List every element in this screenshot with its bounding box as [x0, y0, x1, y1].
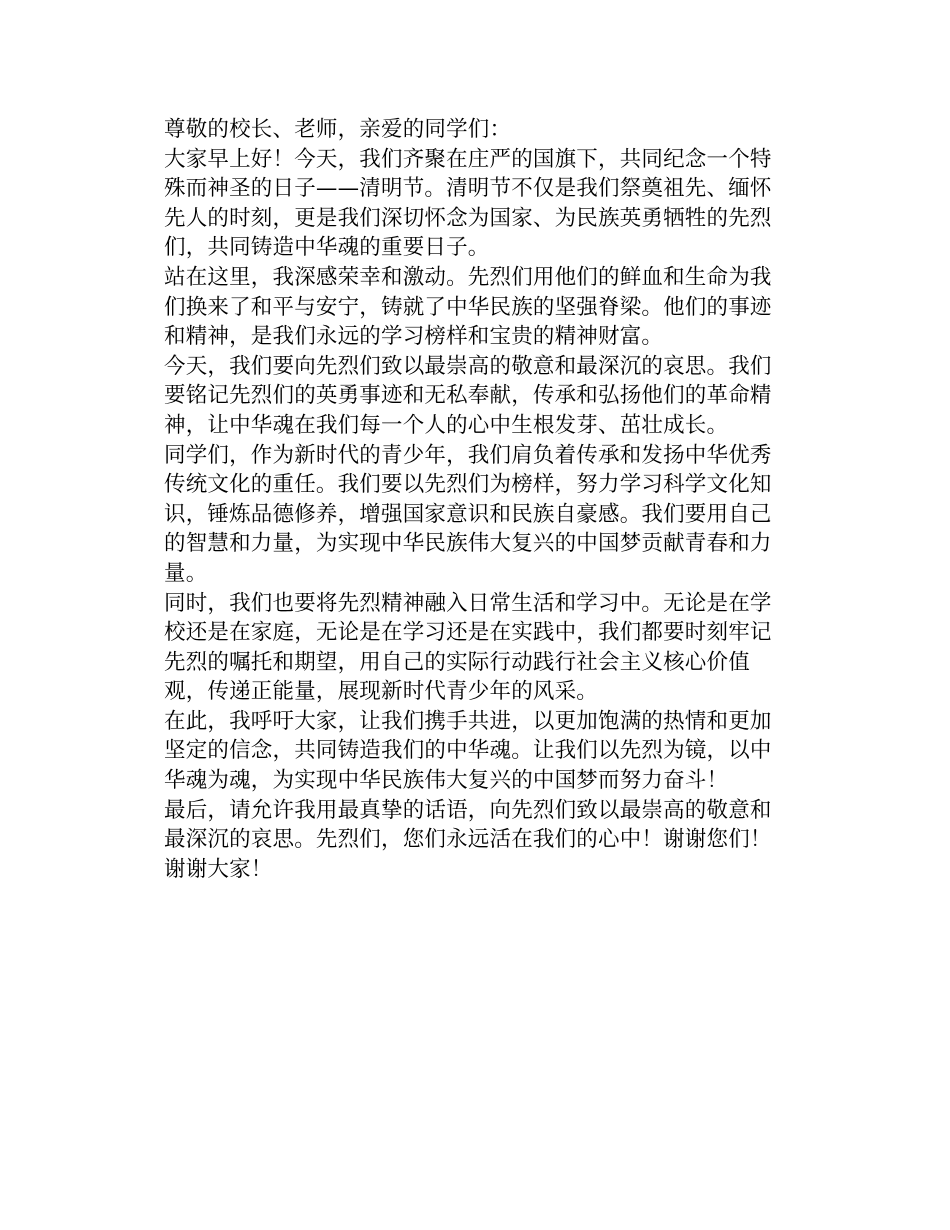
paragraph-daily-life: 同时，我们也要将先烈精神融入日常生活和学习中。无论是在学校还是在家庭，无论是在学习还是在实践中，我们都要时刻牢记先烈的嘱托和期望，用自己的实际行动践行社会主义核心价值观，传递正能量，展现新时代青少年的风采。	[164, 590, 772, 705]
paragraph-appeal: 在此，我呼吁大家，让我们携手共进，以更加饱满的热情和更加坚定的信念，共同铸造我们的中华魂。让我们以先烈为镜，以中华魂为魂，为实现中华民族伟大复兴的中国梦而努力奋斗！	[164, 708, 772, 794]
paragraph-greeting: 大家早上好！今天，我们齐聚在庄严的国旗下，共同纪念一个特殊而神圣的日子——清明节。清明节不仅是我们祭奠祖先、缅怀先人的时刻，更是我们深切怀念为国家、为民族英勇牺牲的先烈们，共同铸造中华魂的重要日子。	[164, 146, 772, 261]
salutation: 尊敬的校长、老师，亲爱的同学们：	[164, 117, 512, 142]
thanks-line: 谢谢大家！	[164, 856, 273, 882]
paragraph-feelings: 站在这里，我深感荣幸和激动。先烈们用他们的鲜血和生命为我们换来了和平与安宁，铸就了中华民族的坚强脊梁。他们的事迹和精神，是我们永远的学习榜样和宝贵的精神财富。	[164, 264, 772, 350]
speech-body	[164, 115, 774, 884]
paragraph-students: 同学们，作为新时代的青少年，我们肩负着传承和发扬中华优秀传统文化的重任。我们要以先烈们为榜样，努力学习科学文化知识，锤炼品德修养，增强国家意识和民族自豪感。我们要用自己的智慧和力量，为实现中华民族伟大复兴的中国梦贡献青春和力量。	[164, 442, 772, 586]
paragraph-tribute: 今天，我们要向先烈们致以最崇高的敬意和最深沉的哀思。我们要铭记先烈们的英勇事迹和无私奉献，传承和弘扬他们的革命精神，让中华魂在我们每一个人的心中生根发芽、茁壮成长。	[164, 353, 772, 438]
paragraph-closing: 最后，请允许我用最真挚的话语，向先烈们致以最崇高的敬意和最深沉的哀思。先烈们，您们永远活在我们的心中！谢谢您们！	[164, 797, 772, 853]
